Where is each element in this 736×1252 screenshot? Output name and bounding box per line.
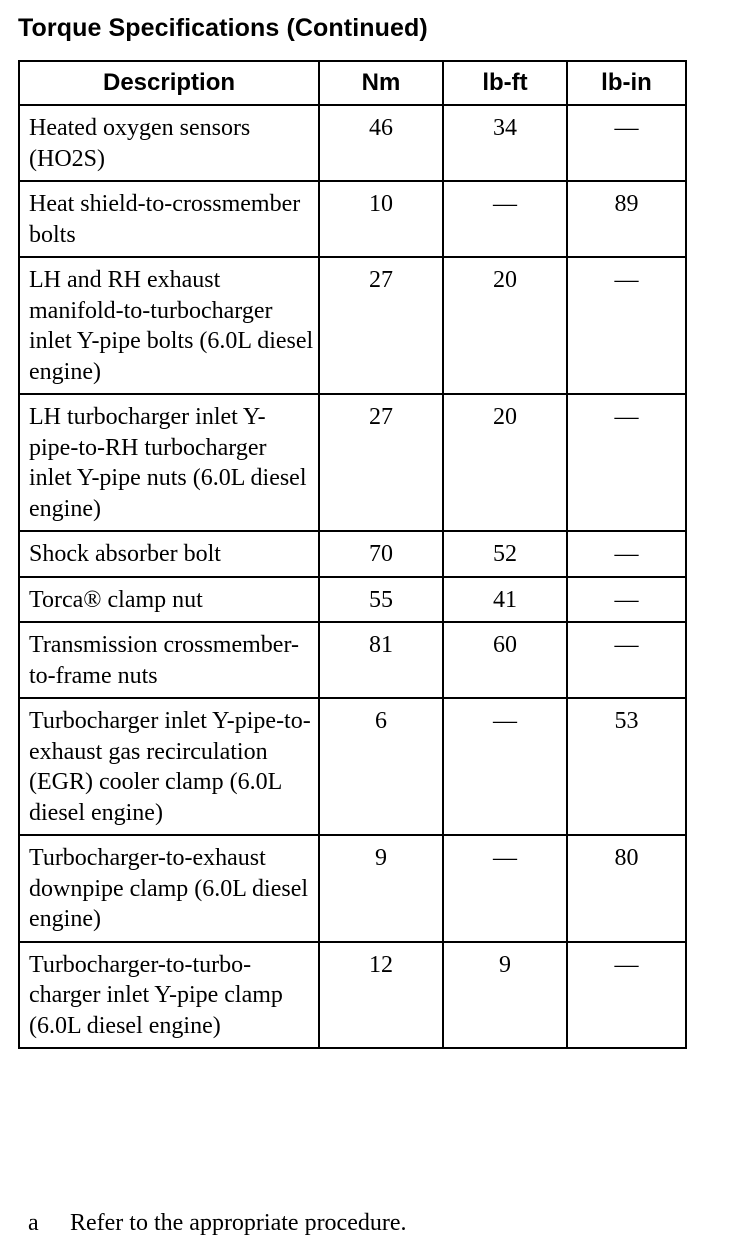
lbin-cell: —	[567, 257, 686, 394]
lbin-cell: —	[567, 622, 686, 698]
lbin-cell: —	[567, 577, 686, 623]
description-cell: Transmission crossmember-to-frame nuts	[19, 622, 319, 698]
description-cell: Turbocharger inlet Y-pipe-to-exhaust gas recirculation (EGR) cooler clamp (6.0L diesel engine)	[19, 698, 319, 835]
nm-cell: 55	[319, 577, 443, 623]
nm-cell: 46	[319, 105, 443, 181]
description-cell: LH and RH exhaust manifold-to-turbocharger inlet Y-pipe bolts (6.0L diesel engine)	[19, 257, 319, 394]
lbft-cell: 20	[443, 394, 567, 531]
nm-cell: 12	[319, 942, 443, 1049]
table-row	[19, 394, 686, 531]
lbin-cell: —	[567, 394, 686, 531]
lbin-cell: —	[567, 942, 686, 1049]
header-row	[19, 61, 686, 105]
table-row	[19, 942, 686, 1049]
table-row	[19, 622, 686, 698]
header-lbin: lb-in	[567, 61, 686, 105]
header-description: Description	[19, 61, 319, 105]
table-row	[19, 577, 686, 623]
footnote-text: Refer to the appropriate procedure.	[70, 1210, 407, 1236]
description-cell: Torca® clamp nut	[19, 577, 319, 623]
lbft-cell: —	[443, 181, 567, 257]
description-cell: LH turbocharger inlet Y-pipe-to-RH turbocharger inlet Y-pipe nuts (6.0L diesel engine)	[19, 394, 319, 531]
torque-spec-table	[18, 60, 687, 1049]
header-lbft: lb-ft	[443, 61, 567, 105]
footnote	[28, 1210, 407, 1237]
footnote-marker: a	[28, 1210, 39, 1236]
description-cell: Turbocharger-to-turbo-charger inlet Y-pipe clamp (6.0L diesel engine)	[19, 942, 319, 1049]
lbin-cell: 89	[567, 181, 686, 257]
table-row	[19, 531, 686, 577]
nm-cell: 27	[319, 257, 443, 394]
table-row	[19, 257, 686, 394]
description-cell: Heat shield-to-crossmember bolts	[19, 181, 319, 257]
table-row	[19, 105, 686, 181]
page-title: Torque Specifications (Continued)	[18, 14, 428, 42]
description-cell: Heated oxygen sensors (HO2S)	[19, 105, 319, 181]
header-nm: Nm	[319, 61, 443, 105]
lbft-cell: 20	[443, 257, 567, 394]
lbin-cell: 53	[567, 698, 686, 835]
nm-cell: 9	[319, 835, 443, 942]
table-row	[19, 698, 686, 835]
lbft-cell: 34	[443, 105, 567, 181]
nm-cell: 27	[319, 394, 443, 531]
lbft-cell: 9	[443, 942, 567, 1049]
lbft-cell: —	[443, 698, 567, 835]
lbft-cell: —	[443, 835, 567, 942]
lbft-cell: 52	[443, 531, 567, 577]
nm-cell: 10	[319, 181, 443, 257]
nm-cell: 70	[319, 531, 443, 577]
lbin-cell: 80	[567, 835, 686, 942]
lbft-cell: 41	[443, 577, 567, 623]
description-cell: Turbocharger-to-exhaust downpipe clamp (6.0L diesel engine)	[19, 835, 319, 942]
nm-cell: 81	[319, 622, 443, 698]
description-cell: Shock absorber bolt	[19, 531, 319, 577]
lbin-cell: —	[567, 105, 686, 181]
table-row	[19, 181, 686, 257]
lbin-cell: —	[567, 531, 686, 577]
table-row	[19, 835, 686, 942]
nm-cell: 6	[319, 698, 443, 835]
lbft-cell: 60	[443, 622, 567, 698]
